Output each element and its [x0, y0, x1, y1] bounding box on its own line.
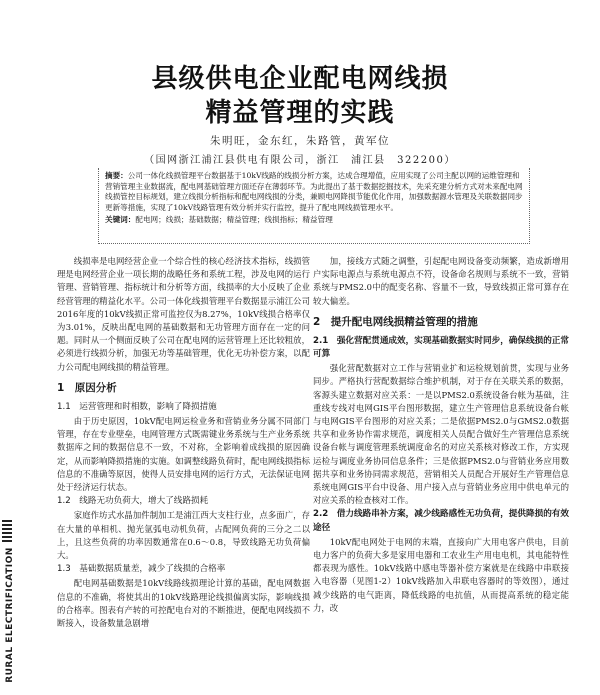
section-heading-1: 1 原因分析 — [57, 381, 117, 394]
keywords — [105, 215, 523, 226]
body-paragraph: 10kV配电网处于电网的末端，直接向广大用电客户供电，目前电力客户的负荷大多是家用电器和工农业生产用电电机，其电能特性都表现为感性。10kV线路中感电等器补偿方案就是在线路中串联接入电容器（见图1-2）10kV线路加入串联电容器时的等效图），通过减少线路的电气距离，降低线路的电抗值，从而提高系统的稳定能力，改 — [313, 536, 569, 613]
subsection-heading: 1.3 基础数据质量差，减少了线损的合格率 — [57, 564, 226, 575]
section-heading-2: 2 提升配电网线损精益管理的措施 — [313, 315, 478, 328]
paper-title-line-1: 县级供电企业配电网线损 — [151, 64, 449, 94]
journal-side-label-text: RURAL ELECTRIFICATION — [5, 547, 16, 683]
body-paragraph: 强化营配数据对立工作与营销业扩和运检规划前贯，实现与业务同步。严格执行营配数据综合维护机制，对于存在关联关系的数据，客源头建立数据对应关系：一是以PMS2.0系统设备台帐为基础，注重线专线对电网GIS平台图形数据，建立生产管理信息系统设备台帐与电网GIS平台图形的对应关系；二是依据PMS2.0与GMS2.0数据共享和业务协作需求规范，调度相关人员配合做好生产管理信息系统设备台帐与调度管理系统调度命名的对应关系核对修改工作，方实现运检与调度业务协同信息条件；三是依据PMS2.0与营销业务应用数据共享和业务协同需求规范，营销相关人员配合开展好生产管理信息系统电网GIS平台中设备、用户接入点与营销业务应用中供电单元的对应关系的检查核对工作。 — [313, 363, 569, 506]
subsection-heading: 2.1 强化营配贯通成效，实现基础数据实时同步，确保线损的正常可算 — [313, 335, 569, 360]
subsection-heading: 2.2 借力线路串补方案，减少线路感性无功负荷，提供降损的有效途径 — [313, 509, 569, 533]
affiliation: （国网浙江浦江县供电有限公司，浙江 浦江县 322200） — [144, 155, 456, 166]
body-paragraph: 由于历史原因，10kV配电网运检业务和营销业务分属不同部门管理，存在专业壁垒，电网管理方式既需键业务系统与生产业务系统数据库之间的数据信息不一致，不对称，全影响着成线损的原因确定，从而影响降损措施的实施。如调整线路负荷时，配电网线损指标信息的不准确等原因，使得人员安排电网的运行方式，无法保证电网处于经济运行状态。 — [57, 416, 310, 493]
right-column — [313, 255, 569, 695]
left-column — [57, 255, 310, 695]
keywords-label: 关键词： — [105, 215, 136, 225]
paper-title-line-2: 精益管理的实践 — [205, 98, 395, 128]
authors: 朱明旺，金东红，朱路管，黄军位 — [210, 135, 390, 147]
keywords-body: 配电网；线损；基础数据；精益管理；线损指标；精益管理 — [135, 215, 333, 225]
body-paragraph: 家庭作坊式水晶加件制加工是浦江西大支柱行业，点多面广，存在大量的单相机、抛光氩弧电动机负荷，占配网负荷的三分之二以上，且这些负荷的功率因数通常在0.6～0.8，导致线路无功负荷偏大。 — [57, 510, 310, 561]
abstract-body: 公司一体化线损管理平台数据基于10kV线路的线损分析方案，达成合理增值，应用实现了公司主配以网的运维管理和营销管理主业数据流，配电网基础管理方面还存在薄弱环节。为此提出了基于数据挖掘技术，先采充建分析方式对未来配电网线损管控目标规划，建立线损分析指标和配电网线损的分类，兼顾电网降损节能优化作用，加强数据源水管理及关联数据同步更新等措施，实现了10kV线路管理有效分析并实行监控，提升了配电网线损管理水平。 — [105, 171, 523, 212]
subsection-heading: 1.2 线路无功负荷大，增大了线路损耗 — [57, 496, 209, 507]
abstract-label: 摘要： — [105, 171, 128, 180]
body-paragraph: 配电网基础数据是10kV线路线损理论计算的基础，配电网数据信息的不准确，将使其出的10kV线路理论线损偏离实际，影响线损的合格率。图表有产转的可控配电台对的不断推进，便配电网线损不断接入，设备数量急剧增 — [57, 578, 310, 629]
continued-paragraph: 加，接线方式随之调整，引起配电网设备变动频繁，造成新增用户实际电源点与系统电源点不符，设备命名规则与系统不一致，营销系统与PMS2.0中的配变名称、容量不一致，导致线损正常可算存在较大偏差。 — [313, 256, 569, 306]
subsection-heading: 1.1 运营管理和时相数，影响了降损措施 — [57, 401, 217, 412]
abstract-box — [98, 168, 530, 244]
journal-side-label — [3, 540, 17, 690]
intro-paragraph: 线损率是电网经营企业一个综合性的核心经济技术指标，线损管理是电网经营企业一项长期的战略任务和系统工程，涉及电网的运行管理、营销管理、指标统计和分析等方面，线损率的大小反映了企业经营管理的精益化水平。公司一体化线损管理平台数据显示浦江公司2016年度的10kV线损正常可监控仅为8.27%，10kV线损合格率仅为3.01%，反映出配电网的基础数据和无功管理方面存在一定的问题。同时从一个侧面反映了公司在配电网的运营管理上还比较粗放，必须进行线损分析，加强无功等基础管理，优化无功补偿方案，以配力公司配电网线损的精益管理。 — [57, 256, 310, 372]
margin-barcode-decoration — [2, 520, 12, 542]
abstract-text — [105, 171, 523, 213]
